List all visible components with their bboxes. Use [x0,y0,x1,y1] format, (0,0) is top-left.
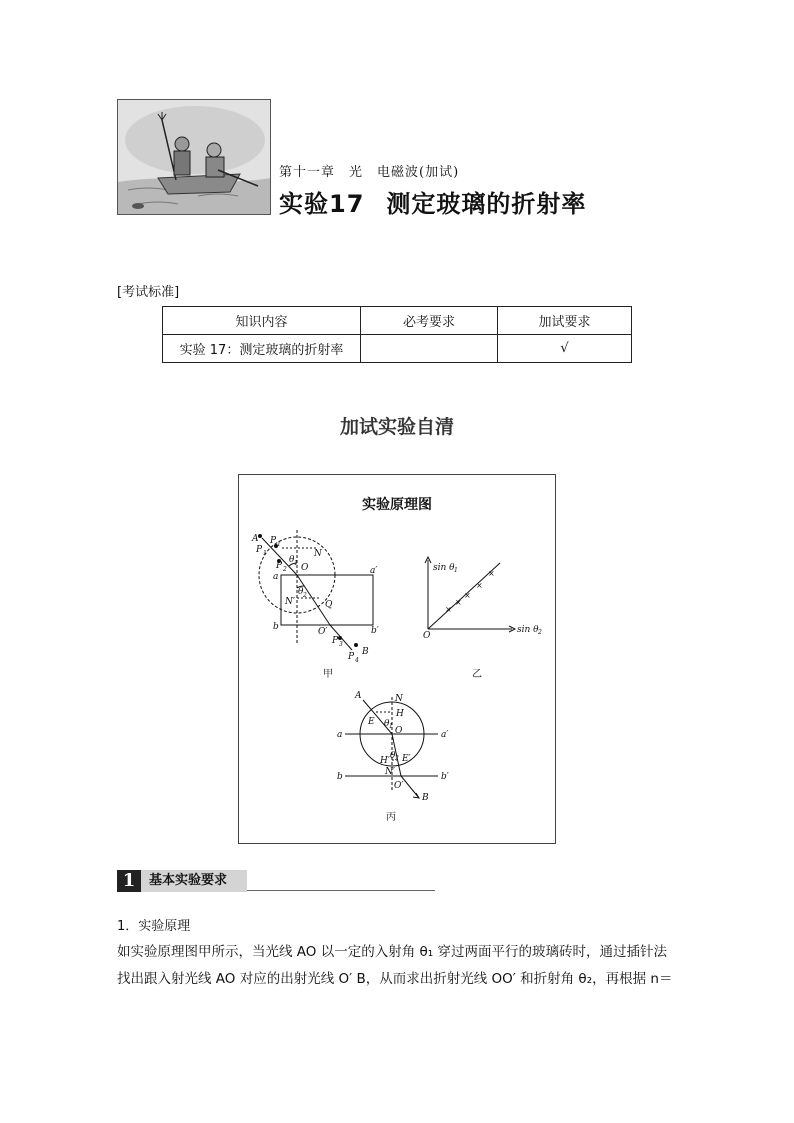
label-P3-sub: 3 [339,641,343,648]
label-E-prime: E′ [402,754,411,764]
section-number-badge: 1 [117,870,141,892]
label-N-bing: N [395,694,403,704]
label-b: b [273,622,279,632]
label-P2: P [276,561,283,571]
svg-text:×: × [445,605,452,614]
label-O-bing: O [395,726,403,736]
label-N-prime: N′ [285,597,295,607]
label-y-axis: sin θ [433,563,455,573]
experiment-number: 实验17 [279,190,365,218]
table-cell: √ [498,335,632,363]
label-B: B [362,647,369,657]
label-A: A [252,534,259,544]
label-theta1-bing: θ [384,719,390,729]
label-O: O [301,563,309,573]
label-theta1-sub: 1 [294,560,298,567]
figure-title: 实验原理图 [362,497,432,513]
label-P1b-sub: 1 [263,550,267,557]
label-P4: P [348,652,355,662]
paragraph-line: 找出跟入射光线 AO 对应的出射光线 O′ B，从而求出折射光线 OO′ 和折射角 θ₂，再根据 n＝ [117,971,673,987]
label-theta1: θ [289,555,295,565]
emergent-ray-bing [401,776,419,798]
label-y-axis-sub: 1 [454,567,458,574]
label-H-prime: H′ [380,756,390,766]
label-P2-sub: 2 [283,566,287,573]
subheading-principle: 1．实验原理 [117,919,191,934]
label-A-bing: A [355,691,362,701]
label-theta2: θ [298,587,304,597]
label-theta2-bing: θ [390,751,396,761]
label-N: N [314,549,322,559]
diagram-bing [345,697,438,798]
label-a-bing: a [337,730,343,740]
label-a-prime-bing: a′ [441,730,449,740]
label-P1b: P [256,545,263,555]
label-b-bing: b [337,772,343,782]
label-x-axis: sin θ [517,625,539,635]
svg-text:×: × [488,569,495,578]
label-P3: P [332,636,339,646]
svg-text:×: × [455,598,462,607]
label-H: H [396,709,404,719]
label-origin: O [423,631,431,641]
exam-standard-label: [考试标准] [117,285,180,300]
panel-label-yi: 乙 [472,669,482,680]
experiment-title: 测定玻璃的折射率 [386,190,587,218]
section-title: 加试实验自清 [339,416,454,438]
paragraph-line: 如实验原理图甲所示，当光线 AO 以一定的入射角 θ₁ 穿过两面平行的玻璃砖时，通过插针法 [117,944,667,960]
label-x-axis-sub: 2 [538,629,542,636]
label-b-prime: b′ [371,626,379,636]
column-header: 加试要求 [498,307,632,335]
column-header: 知识内容 [163,307,361,335]
label-theta2-bing-sub: 2 [395,755,399,762]
column-header: 必考要求 [361,307,498,335]
diagram-jia [259,530,373,650]
label-B-bing: B [422,793,429,803]
label-b-prime-bing: b′ [441,772,449,782]
section-heading: 基本实验要求 [141,870,247,892]
label-Q: Q [325,600,333,610]
label-P4-sub: 4 [355,657,359,664]
label-N-prime-bing: N′ [385,767,395,777]
panel-label-bing: 丙 [386,812,396,823]
label-a-prime: a′ [370,566,378,576]
label-O-prime: O′ [318,627,328,637]
panel-label-jia: 甲 [323,669,333,680]
svg-text:×: × [464,591,471,600]
label-O-prime-bing: O′ [394,781,404,791]
label-E: E [368,717,375,727]
label-P1-sub: 1 [277,541,281,548]
arrow-bing [413,793,419,798]
label-theta1-bing-sub: 1 [389,723,393,730]
table-cell: 实验 17：测定玻璃的折射率 [163,335,361,363]
label-P1: P [270,536,277,546]
label-theta2-sub: 2 [303,592,307,599]
svg-text:×: × [476,581,483,590]
label-a: a [273,572,279,582]
chapter-label: 第十一章 光 电磁波(加试) [279,165,460,180]
